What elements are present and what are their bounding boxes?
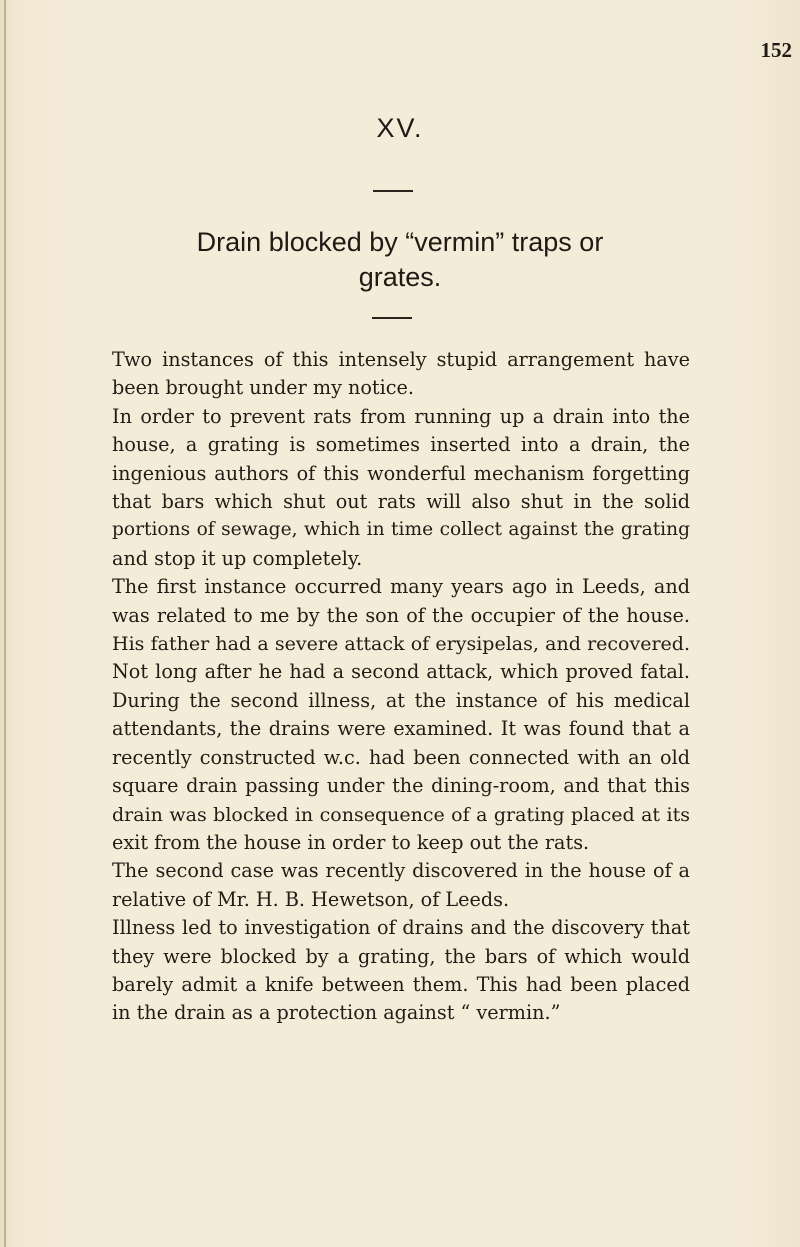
text-line: house, a grating is sometimes inserted into a drain, the [112,433,690,457]
chapter-title-line: Drain blocked by “vermin” traps or [196,227,604,257]
text-line: Illness led to investigation of drains and the discovery that [112,916,690,940]
text-line: Not long after he had a second attack, which proved fatal. [112,660,690,684]
paragraph [112,573,690,857]
text-line: exit from the house in order to keep out the rats. [112,830,590,854]
chapter-title [60,225,740,295]
binding-edge [4,0,6,1247]
chapter-number: XV. [376,113,424,143]
text-line: portions of sewage, which in time collect against the grating [112,519,690,541]
paragraph [112,857,690,914]
page-number: 152 [760,38,792,62]
text-line: recently constructed w.c. had been connected with an old [112,745,690,769]
text-line: His father had a severe attack of erysipelas, and recovered. [112,633,690,656]
text-line: The first instance occurred many years ago in Leeds, and [112,575,690,599]
body-text [112,346,690,1028]
text-line: Two instances of this intensely stupid arrangement have [112,348,690,371]
text-line: in the drain as a protection against “ vermin.” [112,1001,561,1025]
text-line: In order to prevent rats from running up a drain into the [112,404,690,428]
text-line: The second case was recently discovered in the house of a [112,859,690,883]
text-line: ingenious authors of this wonderful mechanism forgetting [112,461,690,485]
text-line: they were blocked by a grating, the bars of which would [112,944,690,968]
text-line: and stop it up completely. [112,546,363,570]
text-line: attendants, the drains were examined. It was found that a [112,717,690,741]
text-line: During the second illness, at the instance of his medical [112,688,690,712]
paragraph [112,403,690,573]
section-rule-top [373,190,413,192]
text-line: was related to me by the son of the occupier of the house. [112,603,690,627]
text-line: that bars which shut out rats will also shut in the solid [112,490,690,514]
text-line: square drain passing under the dining-room, and that this [112,774,690,798]
text-line: relative of Mr. H. B. Hewetson, of Leeds. [112,887,510,911]
paragraph [112,914,690,1028]
section-rule-bottom [372,317,412,319]
text-line: drain was blocked in consequence of a grating placed at its [112,803,690,826]
paragraph [112,346,690,403]
chapter-title-line: grates. [358,262,442,292]
text-line: barely admit a knife between them. This had been placed [112,972,690,996]
text-line: been brought under my notice. [112,376,414,400]
